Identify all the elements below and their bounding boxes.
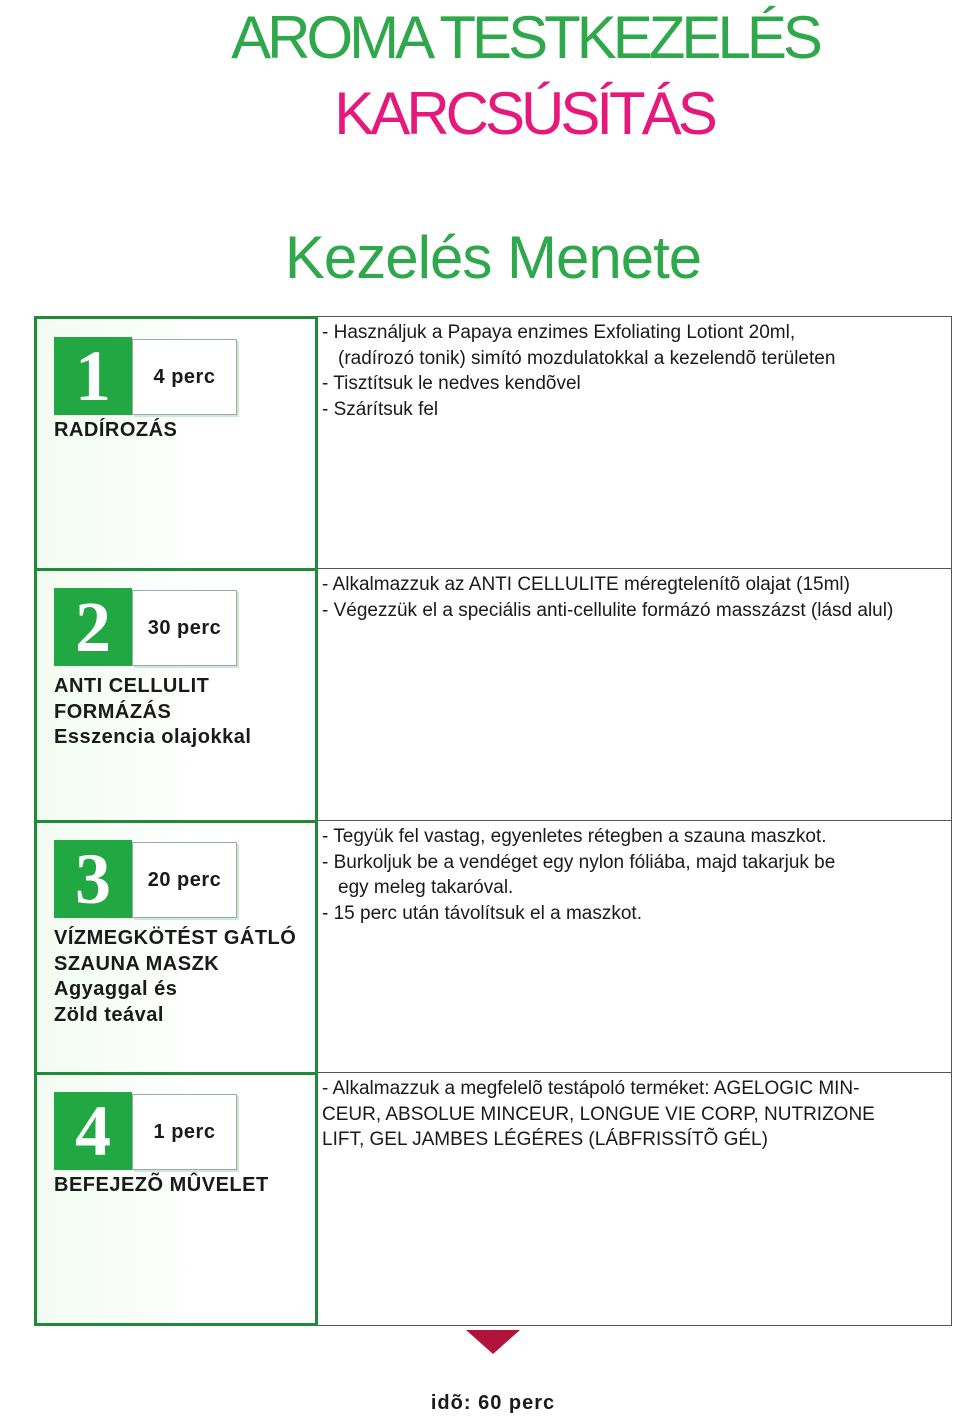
step-number-2: 2 (75, 587, 111, 667)
step-3-line-4: - 15 perc után távolítsuk el a maszkot. (322, 902, 642, 924)
title-aroma: AROMA TESTKEZELÉS (231, 4, 819, 71)
step-duration-4: 1 perc (132, 1094, 237, 1170)
step-label-1 (54, 418, 177, 444)
step-info-2 (34, 568, 318, 820)
step-1-line-3: - Tisztítsuk le nedves kendõvel (322, 373, 581, 394)
step-2-line-2: - Végezzük el a speciális anti-cellulite formázó masszázst (lásd alul) (322, 599, 894, 621)
down-arrow-icon (466, 1330, 520, 1354)
total-time: idõ: 60 perc (430, 1392, 556, 1414)
step-description-4 (318, 1072, 952, 1326)
step-label-3 (54, 926, 296, 1028)
step-duration-2: 30 perc (132, 590, 237, 666)
step-duration-3: 20 perc (132, 842, 237, 918)
step-label-1-line-1: RADÍROZÁS (54, 419, 178, 441)
step-3-line-2: - Burkoljuk be a vendéget egy nylon fóliába, majd takarjuk be (322, 851, 836, 873)
step-label-2 (54, 674, 251, 751)
step-description-2 (318, 568, 952, 820)
step-number-badge-4 (54, 1092, 132, 1170)
step-1-line-2: (radírozó tonik) simító mozdulatokkal a kezelendõ területen (338, 347, 836, 369)
title-karcsusitas: KARCSÚSÍTÁS (334, 80, 714, 147)
step-number-badge-2 (54, 588, 132, 666)
step-label-3-line-2: SZAUNA MASZK (54, 952, 220, 975)
step-label-3-line-4: Zöld teával (54, 1003, 164, 1026)
step-description-1 (318, 316, 952, 568)
step-4-line-3: LIFT, GEL JAMBES LÉGÉRES (LÁBFRISSÍTÕ GÉL) (322, 1129, 768, 1150)
step-description-3 (318, 820, 952, 1072)
step-info-3 (34, 820, 318, 1072)
step-number-1: 1 (75, 336, 111, 416)
step-number-badge-1 (54, 337, 132, 415)
step-label-3-line-3: Agyaggal és (54, 978, 178, 1000)
step-row-4 (34, 1072, 952, 1326)
step-3-line-1: - Tegyük fel vastag, egyenletes rétegben a szauna maszkot. (322, 826, 827, 847)
step-number-4: 4 (75, 1091, 111, 1171)
step-label-2-line-2: FORMÁZÁS (54, 700, 172, 723)
step-label-2-line-3: Esszencia olajokkal (54, 726, 252, 748)
step-row-1 (34, 316, 952, 568)
step-1-line-1: - Használjuk a Papaya enzimes Exfoliating Lotiont 20ml, (322, 322, 796, 343)
step-duration-1: 4 perc (132, 339, 237, 415)
section-title: Kezelés Menete (284, 224, 702, 291)
step-3-line-3: egy meleg takaróval. (338, 877, 514, 898)
step-row-2 (34, 568, 952, 820)
step-label-2-line-1: ANTI CELLULIT (54, 675, 210, 697)
step-label-4-line-1: BEFEJEZÕ MÛVELET (54, 1174, 269, 1196)
step-2-line-1: - Alkalmazzuk az ANTI CELLULITE méregtelenítõ olajat (15ml) (322, 574, 850, 595)
step-label-4 (54, 1173, 269, 1199)
step-info-4 (34, 1072, 318, 1326)
step-row-3 (34, 820, 952, 1072)
step-label-3-line-1: VÍZMEGKÖTÉST GÁTLÓ (54, 927, 297, 949)
step-4-line-1: - Alkalmazzuk a megfelelõ testápoló terméket: AGELOGIC MIN- (322, 1078, 860, 1099)
step-info-1 (34, 316, 318, 568)
step-number-badge-3 (54, 840, 132, 918)
step-1-line-4: - Szárítsuk fel (322, 398, 439, 420)
step-number-3: 3 (75, 839, 111, 919)
step-4-line-2: CEUR, ABSOLUE MINCEUR, LONGUE VIE CORP, NUTRIZONE (322, 1103, 875, 1125)
